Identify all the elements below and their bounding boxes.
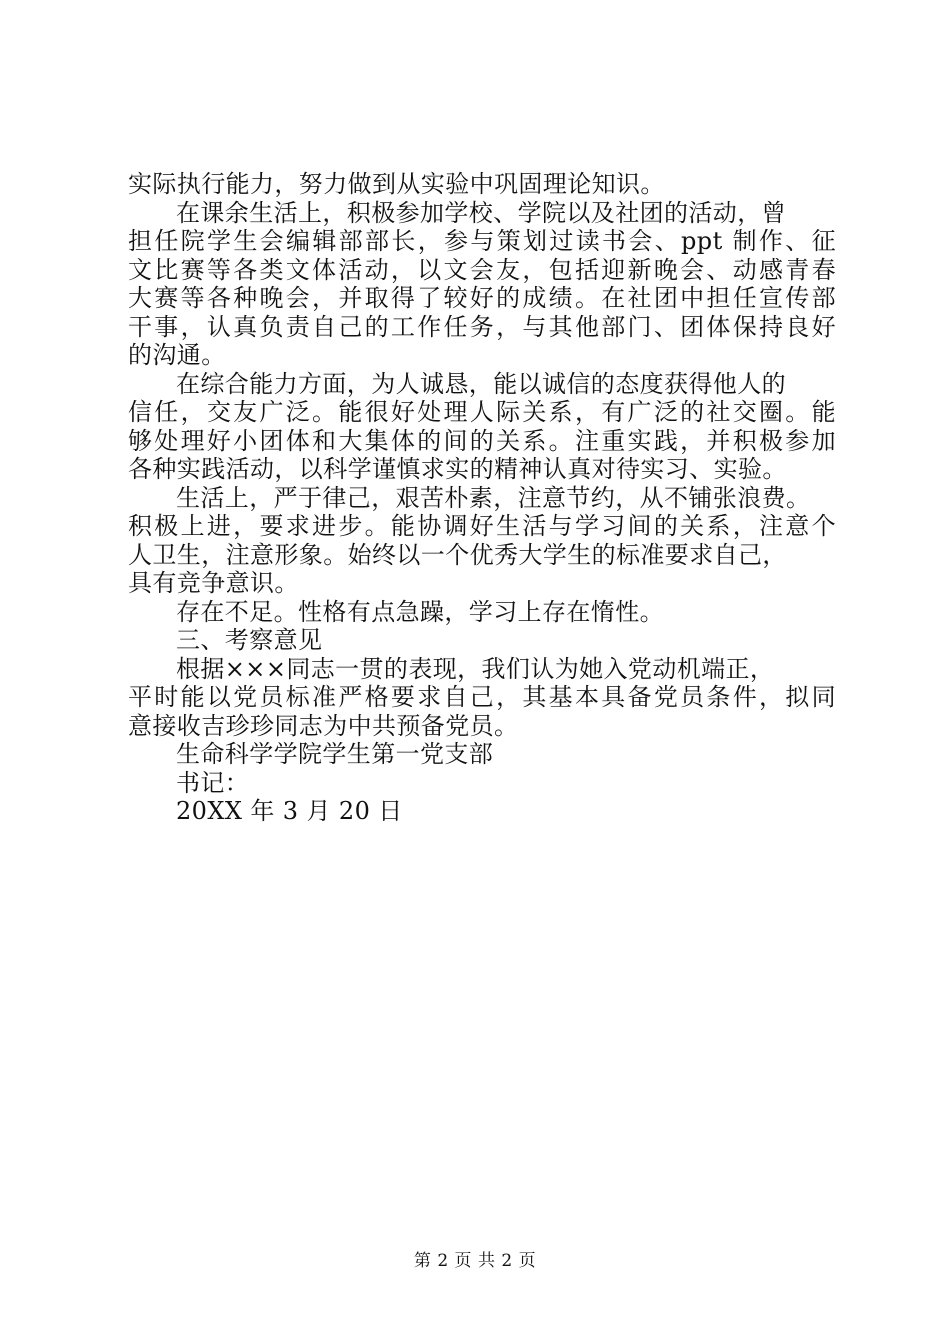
secretary-label: 书记：	[176, 768, 250, 797]
body-line-3: 担任院学生会编辑部部长，参与策划过读书会、ppt 制作、征	[128, 227, 836, 255]
body-line-15: 具有竞争意识。	[128, 569, 299, 597]
body-line-1: 实际执行能力，努力做到从实验中巩固理论知识。	[128, 170, 665, 198]
body-line-6: 干事，认真负责自己的工作任务，与其他部门、团体保持良好	[128, 312, 836, 341]
body-line-10: 够处理好小团体和大集体的间的关系。注重实践，并积极参加	[128, 426, 836, 455]
body-line-16: 存在不足。性格有点急躁，学习上存在惰性。	[176, 597, 664, 626]
body-line-7: 的沟通。	[128, 341, 226, 369]
body-line-4: 文比赛等各类文体活动，以文会友，包括迎新晚会、动感青春	[128, 255, 836, 284]
body-line-11: 各种实践活动，以科学谨慎求实的精神认真对待实习、实验。	[128, 455, 787, 483]
document-date: 20XX 年 3 月 20 日	[176, 797, 403, 825]
body-line-12: 生活上，严于律己，艰苦朴素，注意节约，从不铺张浪费。	[176, 483, 811, 512]
body-line-2: 在课余生活上，积极参加学校、学院以及社团的活动，曾	[176, 198, 786, 227]
section-heading: 三、考察意见	[176, 626, 323, 654]
body-line-9: 信任，交友广泛。能很好处理人际关系，有广泛的社交圈。能	[128, 398, 836, 426]
body-line-19: 平时能以党员标准严格要求自己，其基本具备党员条件，拟同	[128, 683, 836, 711]
organization-signature: 生命科学学院学生第一党支部	[176, 740, 494, 768]
body-line-18: 根据×××同志一贯的表现，我们认为她入党动机端正，	[176, 654, 775, 683]
page-footer: 第 2 页 共 2 页	[413, 1251, 537, 1271]
body-line-5: 大赛等各种晚会，并取得了较好的成绩。在社团中担任宣传部	[128, 284, 836, 312]
body-line-20: 意接收吉珍珍同志为中共预备党员。	[128, 711, 519, 740]
body-line-14: 人卫生，注意形象。始终以一个优秀大学生的标准要求自己，	[128, 540, 787, 569]
body-line-8: 在综合能力方面，为人诚恳，能以诚信的态度获得他人的	[176, 369, 786, 398]
document-body	[128, 170, 836, 826]
body-line-13: 积极上进，要求进步。能协调好生活与学习间的关系，注意个	[128, 512, 836, 540]
